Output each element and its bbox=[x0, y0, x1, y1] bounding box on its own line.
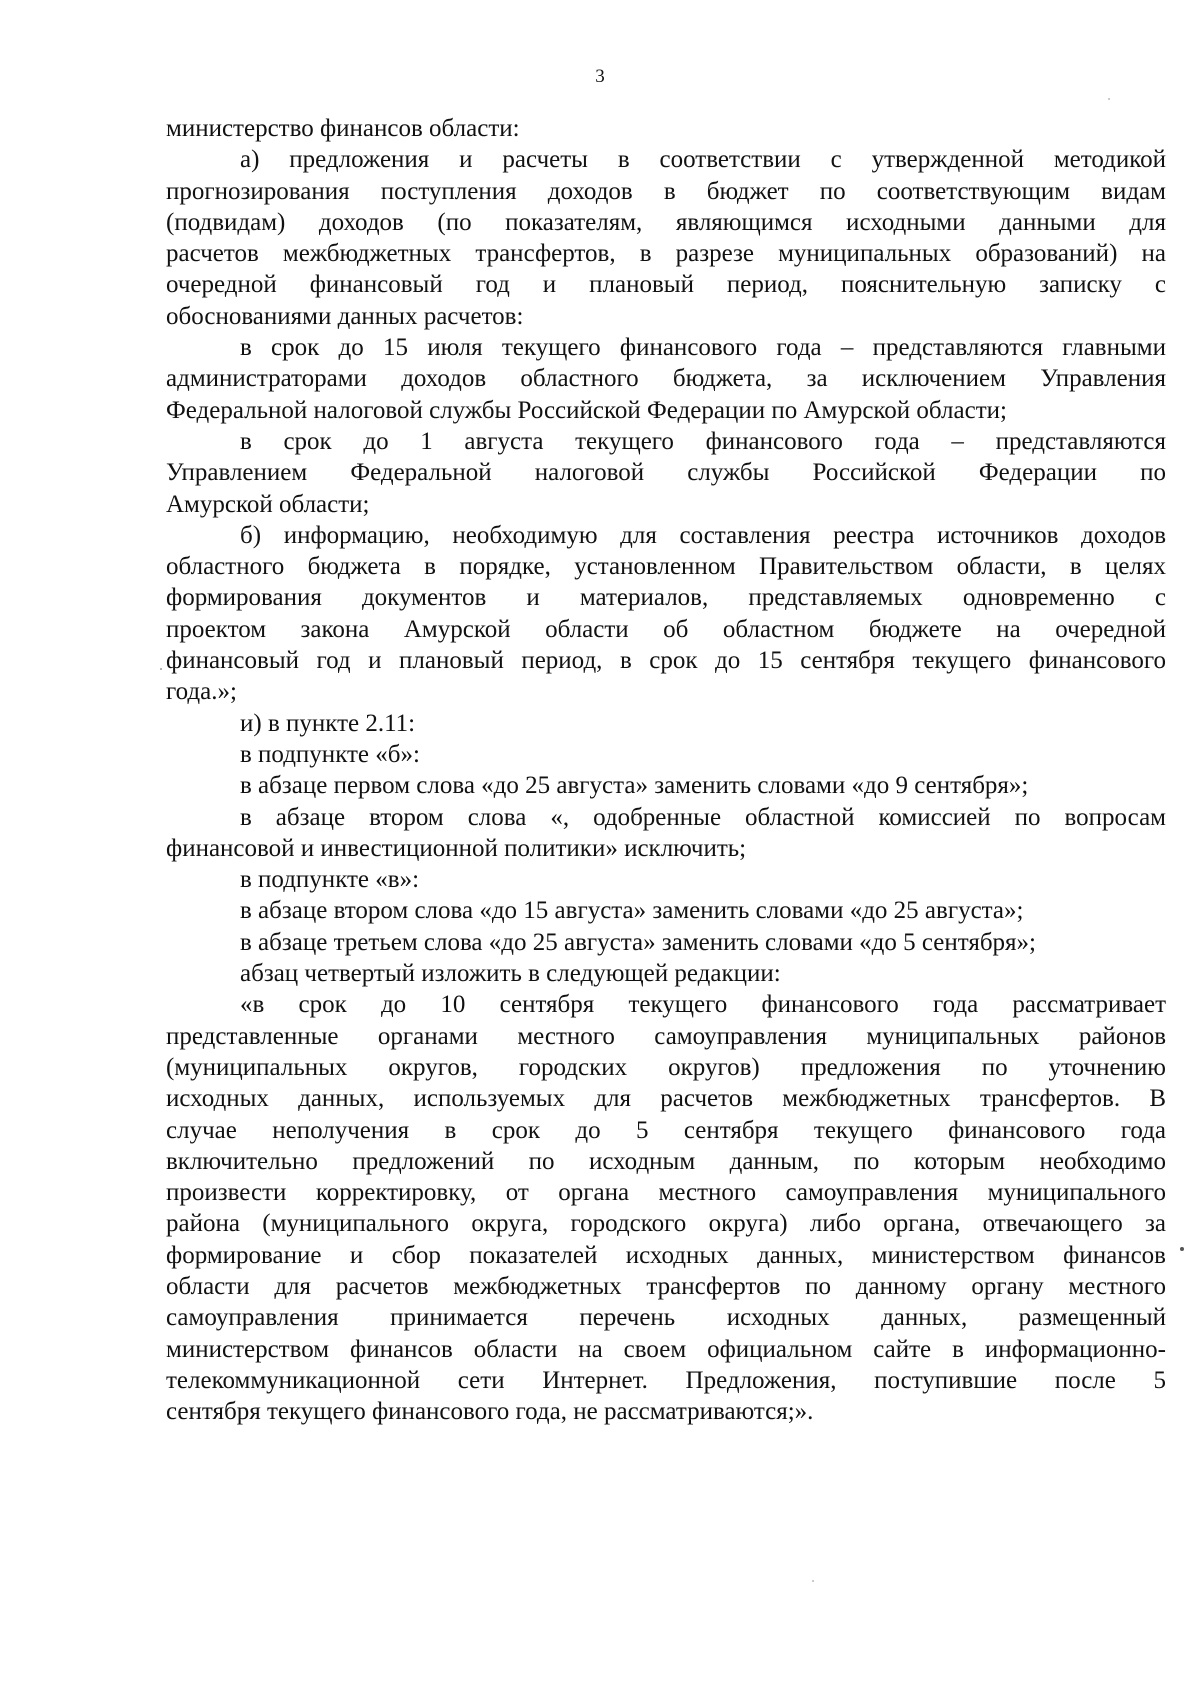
paragraph-new-wording bbox=[166, 989, 1166, 1427]
page-number: 3 bbox=[595, 66, 605, 87]
text-line: «в срок до 10 сентября текущего финансового года рассматривает bbox=[240, 991, 1166, 1019]
text-line: в абзаце третьем слова «до 25 августа» заменить словами «до 5 сентября»; bbox=[240, 928, 1036, 956]
text-line: в абзаце втором слова «, одобренные областной комиссией по вопросам bbox=[240, 803, 1166, 831]
text-line: телекоммуникационной сети Интернет. Предложения, поступившие после 5 bbox=[166, 1366, 1166, 1394]
text-line: прогнозирования поступления доходов в бюджет по соответствующим видам bbox=[166, 177, 1166, 205]
paragraph-item-a bbox=[166, 144, 1166, 332]
text-line: самоуправления принимается перечень исходных данных, размещенный bbox=[166, 1304, 1166, 1332]
text-line: формирования документов и материалов, представляемых одновременно с bbox=[166, 584, 1166, 612]
text-line: в срок до 15 июля текущего финансового года – представляются главными bbox=[240, 334, 1166, 362]
text-line: абзац четвертый изложить в следующей редакции: bbox=[240, 960, 781, 988]
document-body bbox=[166, 113, 1166, 1427]
text-line: в срок до 1 августа текущего финансового года – представляются bbox=[240, 427, 1166, 455]
text-line: Амурской области; bbox=[166, 490, 370, 518]
text-line: администраторами доходов областного бюджета, за исключением Управления bbox=[166, 365, 1166, 393]
paragraph-subitem-v bbox=[166, 864, 1166, 895]
text-line: случае неполучения в срок до 5 сентября текущего финансового года bbox=[166, 1116, 1166, 1144]
text-line: очередной финансовый год и плановый период, пояснительную записку с bbox=[166, 271, 1166, 299]
text-line: в подпункте «в»: bbox=[240, 866, 420, 894]
text-line: представленные органами местного самоуправления муниципальных районов bbox=[166, 1022, 1166, 1050]
text-line: Федеральной налоговой службы Российской Федерации по Амурской области; bbox=[166, 396, 1007, 424]
text-line: финансовый год и плановый период, в срок до 15 сентября текущего финансового bbox=[166, 647, 1166, 675]
paragraph-ministry-intro bbox=[166, 113, 1166, 144]
paragraph-item-b bbox=[166, 520, 1166, 708]
text-line: в абзаце втором слова «до 15 августа» заменить словами «до 25 августа»; bbox=[240, 897, 1024, 925]
paragraph-august-deadline bbox=[166, 426, 1166, 520]
text-line: обоснованиями данных расчетов: bbox=[166, 302, 524, 330]
scan-speck bbox=[160, 668, 162, 670]
text-line: формирование и сбор показателей исходных данных, министерством финансов bbox=[166, 1241, 1166, 1269]
text-line: в абзаце первом слова «до 25 августа» заменить словами «до 9 сентября»; bbox=[240, 772, 1029, 800]
text-line: проектом закона Амурской области об областном бюджете на очередной bbox=[166, 615, 1166, 643]
scan-speck bbox=[1180, 1247, 1184, 1251]
text-line: включительно предложений по исходным данным, по которым необходимо bbox=[166, 1147, 1166, 1175]
text-line: министерством финансов области на своем официальном сайте в информационно- bbox=[166, 1335, 1166, 1363]
text-line: района (муниципального округа, городского округа) либо органа, отвечающего за bbox=[166, 1210, 1166, 1238]
paragraph-amend-v-third bbox=[166, 927, 1166, 958]
text-line: областного бюджета в порядке, установленном Правительством области, в целях bbox=[166, 553, 1166, 581]
text-line: сентября текущего финансового года, не рассматриваются;». bbox=[166, 1398, 814, 1426]
scan-speck bbox=[812, 1580, 814, 1582]
text-line: произвести корректировку, от органа местного самоуправления муниципального bbox=[166, 1179, 1166, 1207]
paragraph-amend-v-fourth bbox=[166, 958, 1166, 989]
text-line: и) в пункте 2.11: bbox=[240, 709, 416, 737]
text-line: а) предложения и расчеты в соответствии с утвержденной методикой bbox=[240, 146, 1166, 174]
text-line: (муниципальных округов, городских округов) предложения по уточнению bbox=[166, 1053, 1166, 1081]
text-line: года.»; bbox=[166, 678, 237, 706]
text-line: в подпункте «б»: bbox=[240, 740, 420, 768]
text-line: Управлением Федеральной налоговой службы Российской Федерации по bbox=[166, 459, 1166, 487]
text-line: (подвидам) доходов (по показателям, являющимся исходными данными для bbox=[166, 208, 1166, 236]
text-line: исходных данных, используемых для расчетов межбюджетных трансфертов. В bbox=[166, 1085, 1166, 1113]
paragraph-amend-v-second bbox=[166, 895, 1166, 926]
text-line: области для расчетов межбюджетных трансфертов по данному органу местного bbox=[166, 1272, 1166, 1300]
text-line: финансовой и инвестиционной политики» исключить; bbox=[166, 834, 747, 862]
scan-speck bbox=[1108, 98, 1110, 100]
paragraph-amend-first bbox=[166, 770, 1166, 801]
paragraph-subitem-b bbox=[166, 739, 1166, 770]
paragraph-amend-second bbox=[166, 802, 1166, 865]
text-line: министерство финансов области: bbox=[166, 115, 520, 142]
text-line: б) информацию, необходимую для составления реестра источников доходов bbox=[240, 521, 1166, 549]
paragraph-july-deadline bbox=[166, 332, 1166, 426]
text-line: расчетов межбюджетных трансфертов, в разрезе муниципальных образований) на bbox=[166, 240, 1166, 268]
paragraph-item-i bbox=[166, 708, 1166, 739]
